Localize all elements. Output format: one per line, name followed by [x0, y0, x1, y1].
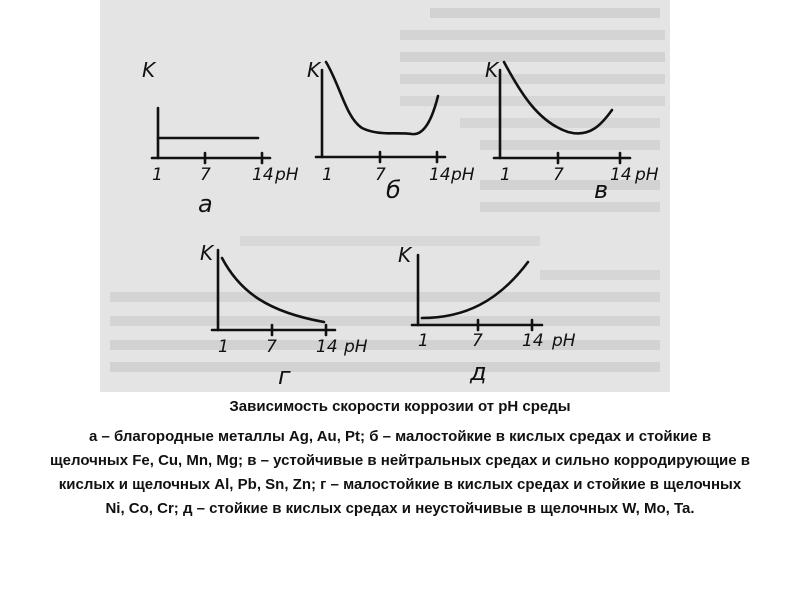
panel-c-x-label: pH	[635, 165, 659, 185]
panel-d-tick-14-label: 14	[316, 337, 338, 357]
panel-b-letter: б	[386, 176, 401, 204]
panel-d-tick-7-label: 7	[266, 337, 277, 357]
panel-b-tick-7-label: 7	[375, 165, 386, 185]
panel-a-x-label: pH	[275, 165, 299, 185]
panel-c-tick-1-label: 1	[500, 165, 511, 185]
panel-a-tick-7-label: 7	[200, 165, 211, 185]
panel-a-tick-14-label: 14	[252, 165, 274, 185]
panel-a-letter: а	[198, 190, 213, 218]
panel-d-y-label: K	[200, 241, 214, 265]
panel-c-tick-7-label: 7	[553, 165, 564, 185]
panel-d-x-label: pH	[344, 337, 368, 357]
panel-b-tick-14-label: 14	[429, 165, 451, 185]
caption-body: а – благородные металлы Ag, Au, Pt; б – малостойкие в кислых средах и стойкие в щелочных Fe, Cu, Mn, Mg; в – устойчивые в нейтральных средах и сильно корродирующие в кислых и щелочных Al, Pb, Sn, Zn; г – малостойкие в кислых средах и стойкие в щелочных Ni, Co, Cr; д – стойкие в кислых средах и неустойчивые в щелочных W, Mo, Ta.	[50, 428, 750, 517]
panel-e-curve	[422, 262, 528, 318]
panel-e-tick-1-label: 1	[418, 331, 429, 351]
panel-e-tick-14-label: 14	[522, 331, 544, 351]
panel-d-letter: г	[278, 362, 291, 390]
figure-drawing	[100, 0, 670, 392]
panel-e-tick-7-label: 7	[472, 331, 483, 351]
panel-a-y-label: K	[142, 58, 156, 82]
panel-d-curve	[222, 258, 324, 322]
caption-title: Зависимость скорости коррозии от рН среды	[229, 398, 571, 415]
corrosion-ph-figure	[100, 0, 670, 392]
panel-b-tick-1-label: 1	[322, 165, 333, 185]
panel-c-tick-14-label: 14	[610, 165, 632, 185]
panel-d-tick-1-label: 1	[218, 337, 229, 357]
panel-e-y-label: K	[398, 243, 412, 267]
panel-e-letter: д	[470, 358, 487, 386]
panel-c-y-label: K	[485, 58, 499, 82]
figure-caption	[20, 398, 780, 521]
panel-e-x-label: pH	[552, 331, 576, 351]
panel-b-y-label: K	[307, 58, 321, 82]
panel-a	[142, 58, 299, 218]
panel-c-letter: в	[594, 176, 609, 204]
panel-b-x-label: pH	[451, 165, 475, 185]
panel-a-tick-1-label: 1	[152, 165, 163, 185]
